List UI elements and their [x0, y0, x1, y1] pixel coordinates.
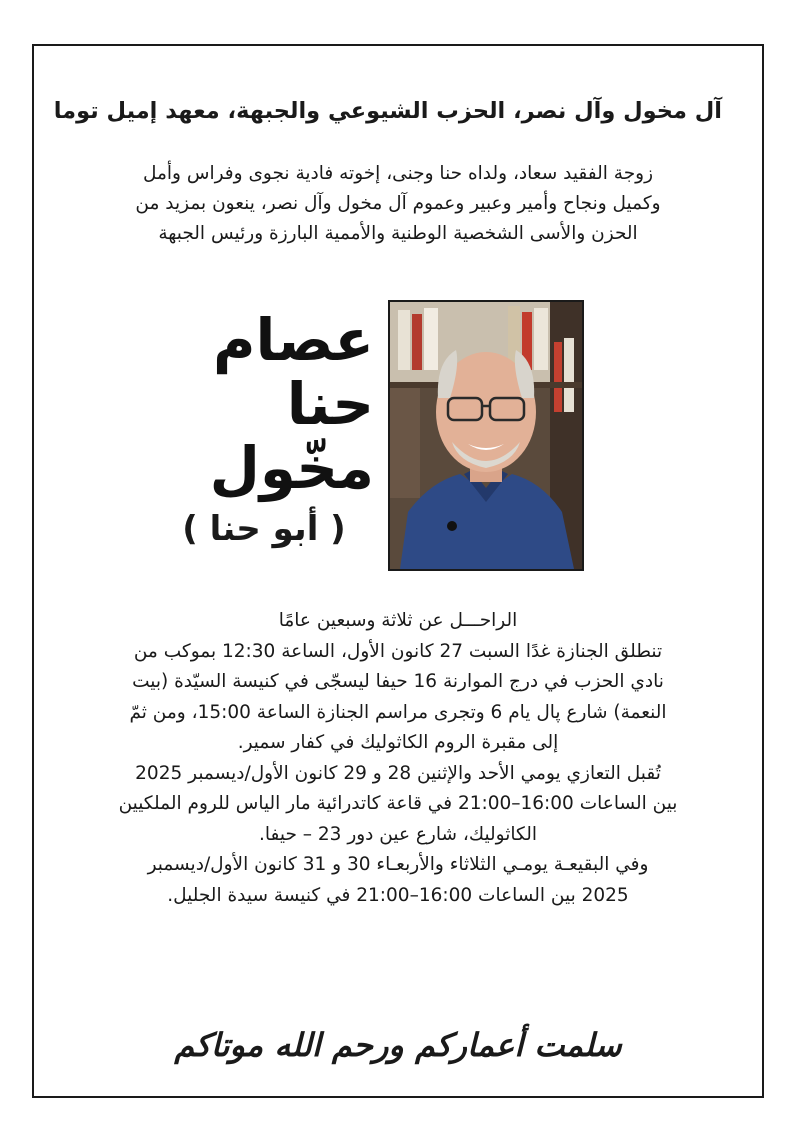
body-line: 2025 بين الساعات 16:00–21:00 في كنيسة سيدة الجليل. [167, 884, 629, 906]
body-line: الراحـــل عن ثلاثة وسبعين عامًا [278, 610, 518, 631]
deceased-name-block [124, 308, 374, 552]
family-name: مخّول [209, 434, 374, 502]
first-name: عصام [212, 306, 374, 374]
funeral-details [62, 606, 734, 911]
body-line: تُقبل التعازي يومي الأحد والإثنين 28 و 29 كانون الأول/ديسمبر 2025 [135, 762, 661, 784]
deceased-portrait [388, 300, 584, 571]
body-line: بين الساعات 16:00–21:00 في قاعة كاتدرائية مار الياس للروم الملكيين [118, 793, 678, 814]
nickname: ( أبو حنا ) [182, 509, 346, 549]
body-line: إلى مقبرة الروم الكاثوليك في كفار سمير. [237, 732, 559, 753]
intro-line: زوجة الفقيد سعاد، ولداه حنا وجنى، إخوته فادية نجوى وفراس وأمل [142, 163, 653, 184]
portrait-illustration [390, 302, 582, 569]
father-name: حنا [286, 370, 374, 438]
body-line: تنطلق الجنازة غدًا السبت 27 كانون الأول، الساعة 12:30 بموكب من [133, 640, 663, 662]
closing-calligraphy: سلمت أعماركم ورحم الله موتاكم [174, 1026, 622, 1064]
intro-line: الحزن والأسى الشخصية الوطنية والأممية البارزة ورئيس الجبهة [158, 223, 638, 244]
body-line: النعمة) شارع پال يام 6 وتجرى مراسم الجنازة الساعة 15:00، ومن ثمّ [129, 701, 667, 723]
families-header: آل مخول وآل نصر، الحزب الشيوعي والجبهة، معهد إميل توما [53, 98, 722, 124]
intro-paragraph [70, 159, 726, 249]
body-line: الكاثوليك، شارع عين دور 23 – حيفا. [258, 823, 537, 845]
body-line: نادي الحزب في درج الموارنة 16 حيفا ليسجّى في كنيسة السيّدة (بيت [132, 671, 664, 692]
obituary-notice [32, 44, 764, 1098]
body-line: وفي البقيعـة يومـي الثلاثاء والأربعـاء 30 و 31 كانون الأول/ديسمبر [147, 854, 649, 875]
intro-line: وكميل ونجاح وأمير وعبير وعموم آل مخول وآل نصر، ينعون بمزيد من [135, 193, 661, 214]
